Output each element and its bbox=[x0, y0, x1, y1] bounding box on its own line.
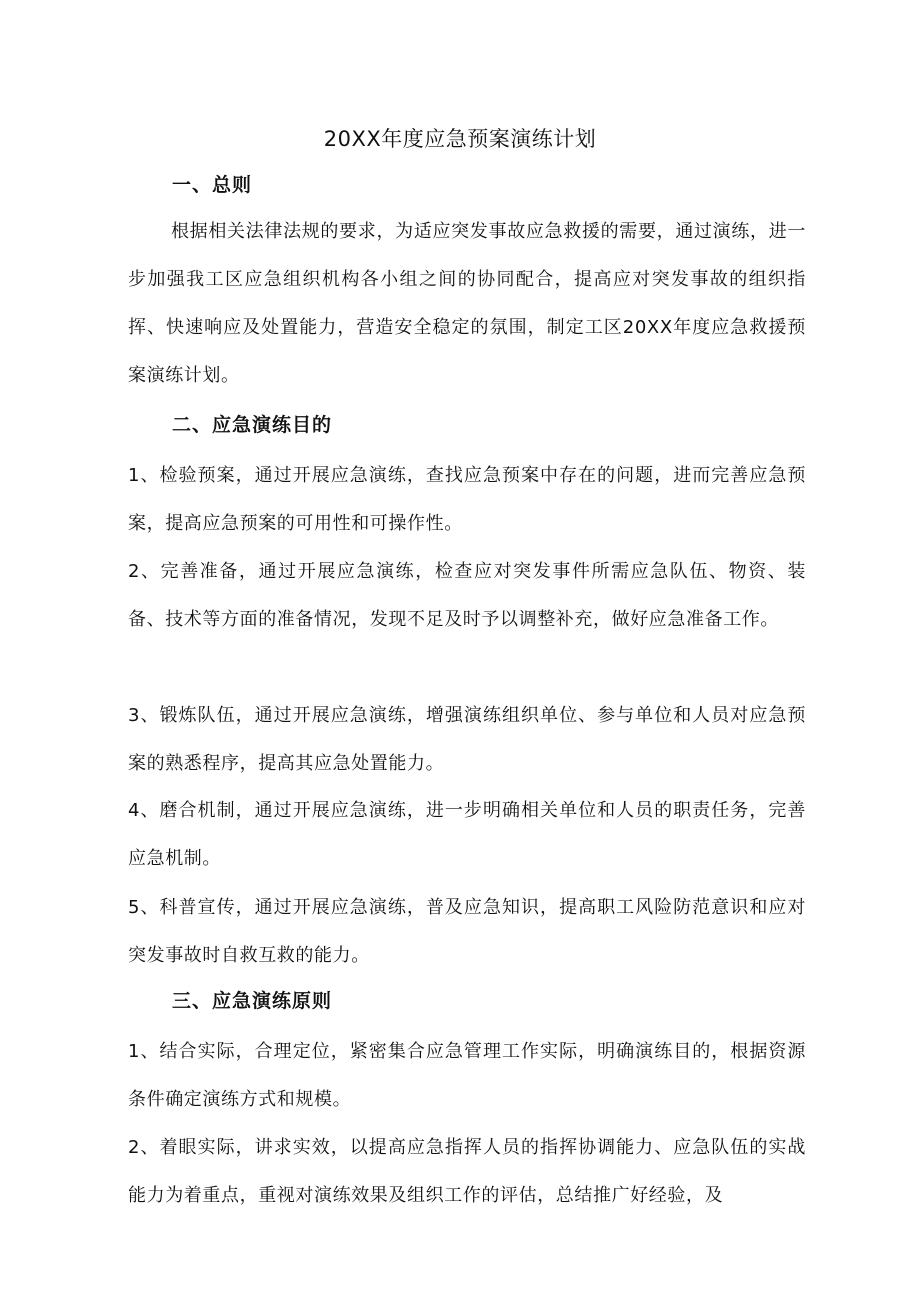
section-heading-purpose: 二、应急演练目的 bbox=[172, 414, 333, 436]
paragraph-principles-1: 1、结合实际，合理定位，紧密集合应急管理工作实际，明确演练目的，根据资源条件确定演练方式和规模。 bbox=[128, 1041, 806, 1110]
document-title: 20XX年度应急预案演练计划 bbox=[323, 127, 597, 151]
paragraph-purpose-4: 4、磨合机制，通过开展应急演练，进一步明确相关单位和人员的职责任务，完善应急机制。 bbox=[128, 800, 806, 869]
section-heading-principles: 三、应急演练原则 bbox=[172, 990, 333, 1012]
paragraph-purpose-2: 2、完善准备，通过开展应急演练，检查应对突发事件所需应急队伍、物资、装备、技术等方面的准备情况，发现不足及时予以调整补充，做好应急准备工作。 bbox=[128, 561, 806, 630]
paragraph-general: 根据相关法律法规的要求，为适应突发事故应急救援的需要，通过演练，进一步加强我工区应急组织机构各小组之间的协同配合，提高应对突发事故的组织指挥、快速响应及处置能力，营造安全稳定的氛围，制定工区20XX年度应急救援预案演练计划。 bbox=[128, 221, 806, 386]
paragraph-purpose-3: 3、锻炼队伍，通过开展应急演练，增强演练组织单位、参与单位和人员对应急预案的熟悉程序，提高其应急处置能力。 bbox=[128, 705, 806, 774]
paragraph-principles-2: 2、着眼实际，讲求实效，以提高应急指挥人员的指挥协调能力、应急队伍的实战能力为着重点，重视对演练效果及组织工作的评估，总结推广好经验，及 bbox=[128, 1137, 806, 1206]
paragraph-purpose-1: 1、检验预案，通过开展应急演练，查找应急预案中存在的问题，进而完善应急预案，提高应急预案的可用性和可操作性。 bbox=[128, 465, 806, 534]
paragraph-purpose-5: 5、科普宣传，通过开展应急演练，普及应急知识，提高职工风险防范意识和应对突发事故时自救互救的能力。 bbox=[128, 897, 806, 966]
section-heading-general: 一、总则 bbox=[172, 174, 253, 196]
